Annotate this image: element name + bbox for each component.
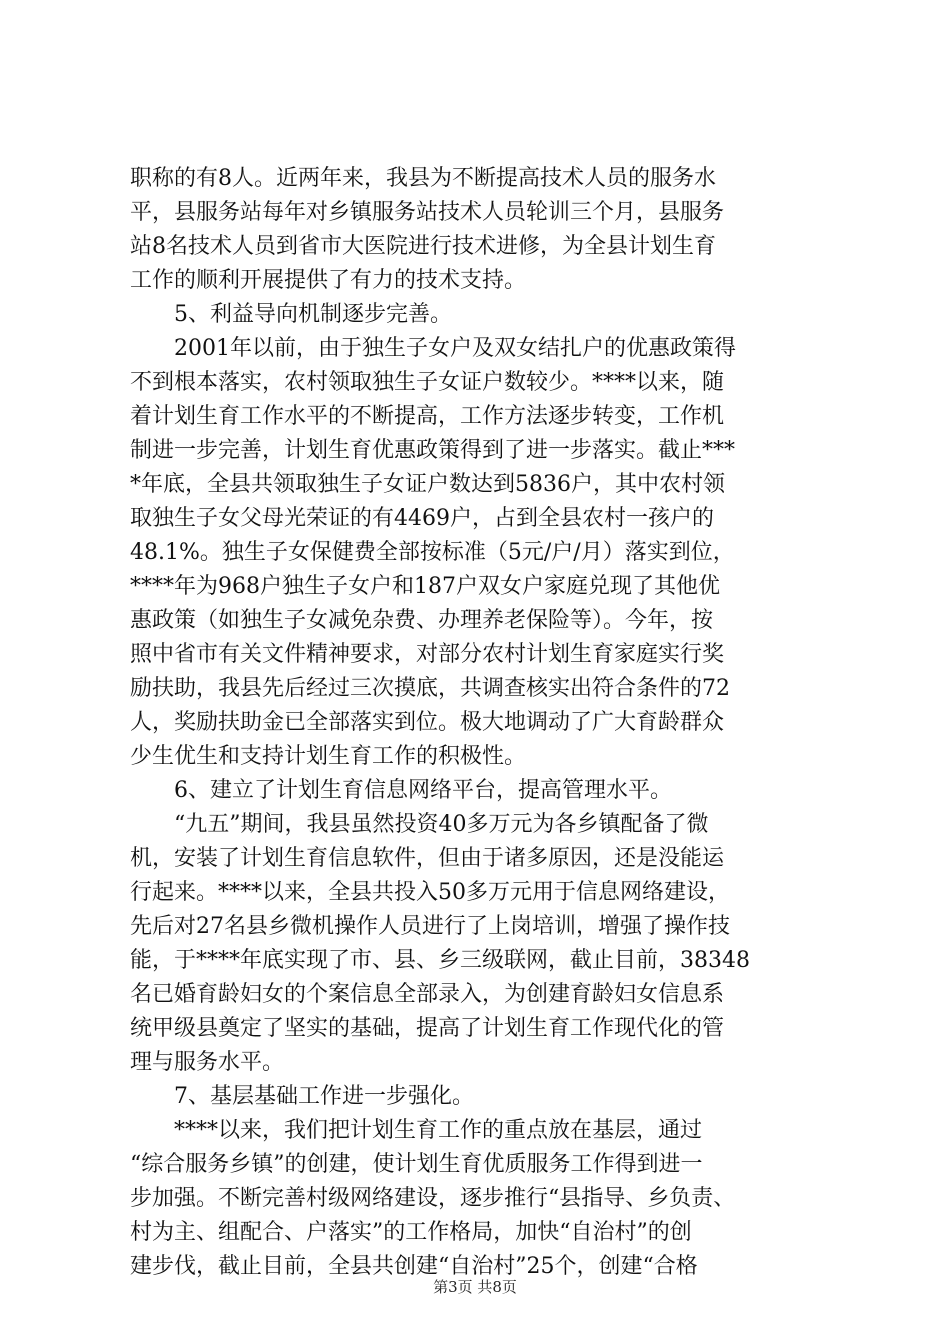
text-line: 5、利益导向机制逐步完善。 — [174, 302, 452, 327]
text-line: 6、建立了计划生育信息网络平台，提高管理水平。 — [174, 778, 672, 803]
text-line: 统甲级县奠定了坚实的基础，提高了计划生育工作现代化的管 — [130, 1016, 725, 1041]
text-line: 48.1%。独生子女保健费全部按标准（5元/户/月）落实到位， — [130, 540, 735, 565]
text-line: 2001年以前，由于独生子女户及双女结扎户的优惠政策得 — [174, 336, 736, 361]
text-line: 机，安装了计划生育信息软件，但由于诸多原因，还是没能运 — [130, 846, 725, 871]
text-line: “九五”期间，我县虽然投资40多万元为各乡镇配备了微 — [174, 812, 709, 837]
text-line: 平，县服务站每年对乡镇服务站技术人员轮训三个月，县服务 — [130, 200, 725, 225]
document-body — [130, 162, 830, 1284]
text-line: 行起来。****以来，全县共投入50多万元用于信息网络建设， — [130, 880, 730, 905]
text-line: 能，于****年底实现了市、县、乡三级联网，截止目前，38348 — [130, 948, 750, 973]
text-line: *年底，全县共领取独生子女证户数达到5836户，其中农村领 — [130, 472, 725, 497]
text-line: 理与服务水平。 — [130, 1050, 285, 1075]
text-line: ****年为968户独生子女户和187户双女户家庭兑现了其他优 — [130, 574, 720, 599]
text-line: 步加强。不断完善村级网络建设，逐步推行“县指导、乡负责、 — [130, 1186, 736, 1211]
text-line: 照中省市有关文件精神要求，对部分农村计划生育家庭实行奖 — [130, 642, 725, 667]
text-line: 励扶助，我县先后经过三次摸底，共调查核实出符合条件的72 — [130, 676, 730, 701]
text-line: 建步伐，截止目前，全县共创建“自治村”25个，创建“合格 — [130, 1254, 698, 1279]
text-line: 制进一步完善，计划生育优惠政策得到了进一步落实。截止*** — [130, 438, 736, 463]
text-line: “综合服务乡镇”的创建，使计划生育优质服务工作得到进一 — [130, 1152, 703, 1177]
text-line: 村为主、组配合、户落实”的工作格局，加快“自治村”的创 — [130, 1220, 692, 1245]
text-line: 惠政策（如独生子女减免杂费、办理养老保险等）。今年，按 — [130, 608, 714, 633]
page-number: 第3页 共8页 — [433, 1278, 517, 1296]
text-line: 取独生子女父母光荣证的有4469户，占到全县农村一孩户的 — [130, 506, 714, 531]
text-line: 着计划生育工作水平的不断提高，工作方法逐步转变，工作机 — [130, 404, 725, 429]
text-line: 职称的有8人。近两年来，我县为不断提高技术人员的服务水 — [130, 166, 716, 191]
text-line: ****以来，我们把计划生育工作的重点放在基层，通过 — [174, 1118, 703, 1143]
text-line: 不到根本落实，农村领取独生子女证户数较少。****以来，随 — [130, 370, 725, 395]
text-line: 先后对27名县乡微机操作人员进行了上岗培训，增强了操作技 — [130, 914, 730, 939]
text-line: 人，奖励扶助金已全部落实到位。极大地调动了广大育龄群众 — [130, 710, 725, 735]
text-line: 7、基层基础工作进一步强化。 — [174, 1084, 474, 1109]
page-footer — [0, 1277, 950, 1297]
text-line: 少生优生和支持计划生育工作的积极性。 — [130, 744, 527, 769]
text-line: 工作的顺利开展提供了有力的技术支持。 — [130, 268, 527, 293]
text-line: 名已婚育龄妇女的个案信息全部录入，为创建育龄妇女信息系 — [130, 982, 725, 1007]
text-line: 站8名技术人员到省市大医院进行技术进修，为全县计划生育 — [130, 234, 716, 259]
